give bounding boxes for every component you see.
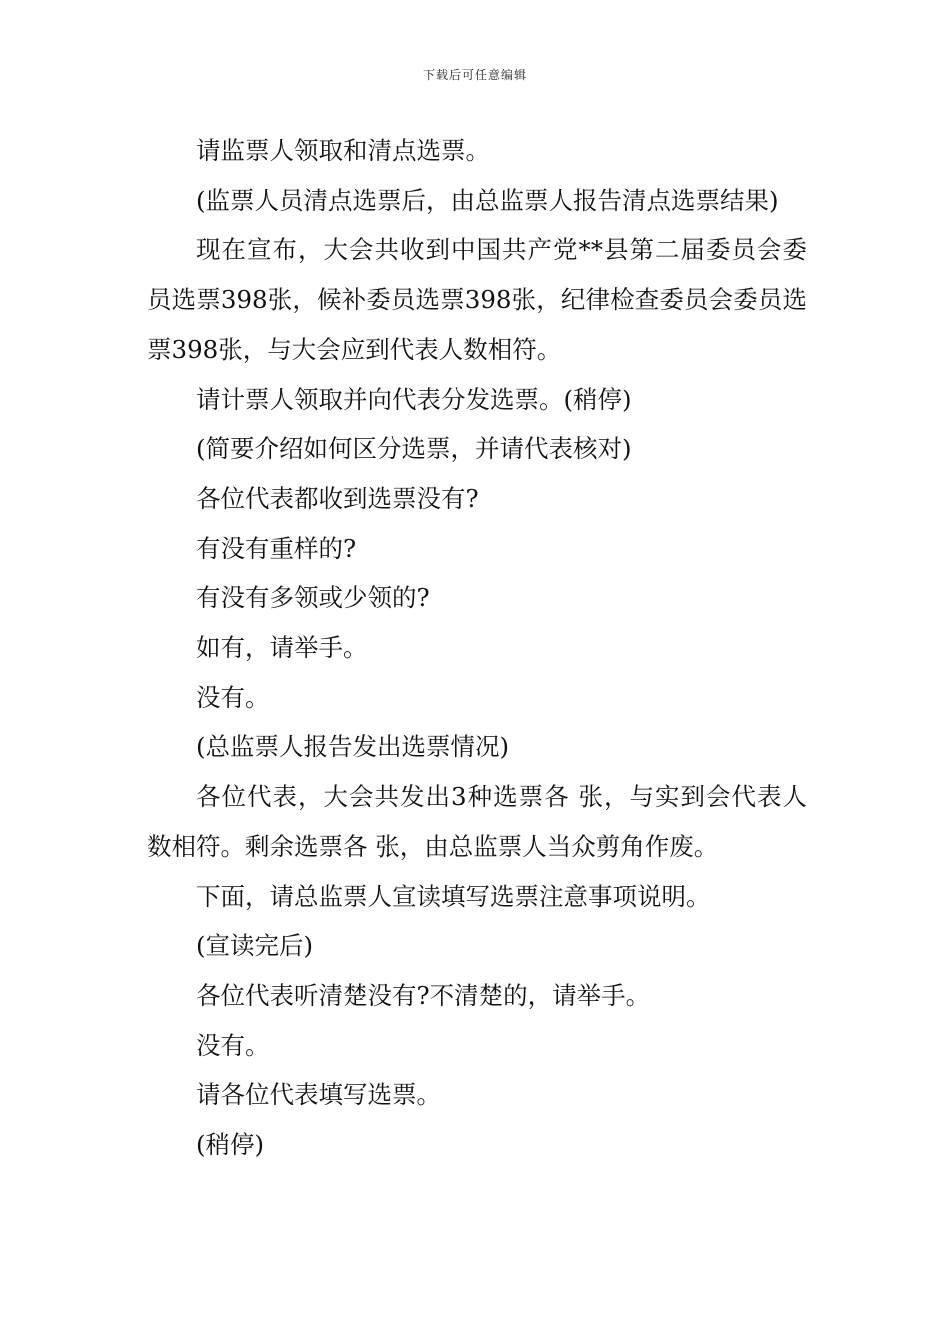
paragraph: 有没有重样的? <box>196 533 357 563</box>
paragraph: (宣读完后) <box>196 931 314 961</box>
paragraph: 各位代表，大会共发出3种选票各 张，与实到会代表人数相符。剩余选票各 张，由总监票人当众剪角作废。 <box>147 782 807 861</box>
paragraph: 请各位代表填写选票。 <box>196 1080 441 1110</box>
paragraph: (总监票人报告发出选票情况) <box>196 732 510 762</box>
page-header: 下载后可任意编辑 <box>422 68 527 82</box>
paragraph: 下面，请总监票人宣读填写选票注意事项说明。 <box>196 881 711 911</box>
paragraph: (监票人员清点选票后，由总监票人报告清点选票结果) <box>196 185 779 215</box>
paragraph: 请计票人领取并向代表分发选票。(稍停) <box>196 384 632 414</box>
paragraph: 各位代表听清楚没有?不清楚的，请举手。 <box>196 980 651 1010</box>
paragraph: 没有。 <box>196 682 270 712</box>
paragraph: 请监票人领取和清点选票。 <box>196 136 490 165</box>
paragraph: 有没有多领或少领的? <box>196 583 430 613</box>
paragraph: (稍停) <box>196 1130 265 1160</box>
paragraph: 没有。 <box>196 1030 270 1060</box>
paragraph: (简要介绍如何区分选票，并请代表核对) <box>196 434 632 464</box>
paragraph: 各位代表都收到选票没有? <box>196 483 479 513</box>
paragraph: 现在宣布，大会共收到中国共产党**县第二届委员会委员选票398张，候补委员选票398张，纪律检查委员会委员选票398张，与大会应到代表人数相符。 <box>147 235 807 364</box>
paragraph: 如有，请举手。 <box>196 633 368 663</box>
document-body <box>147 126 807 1170</box>
